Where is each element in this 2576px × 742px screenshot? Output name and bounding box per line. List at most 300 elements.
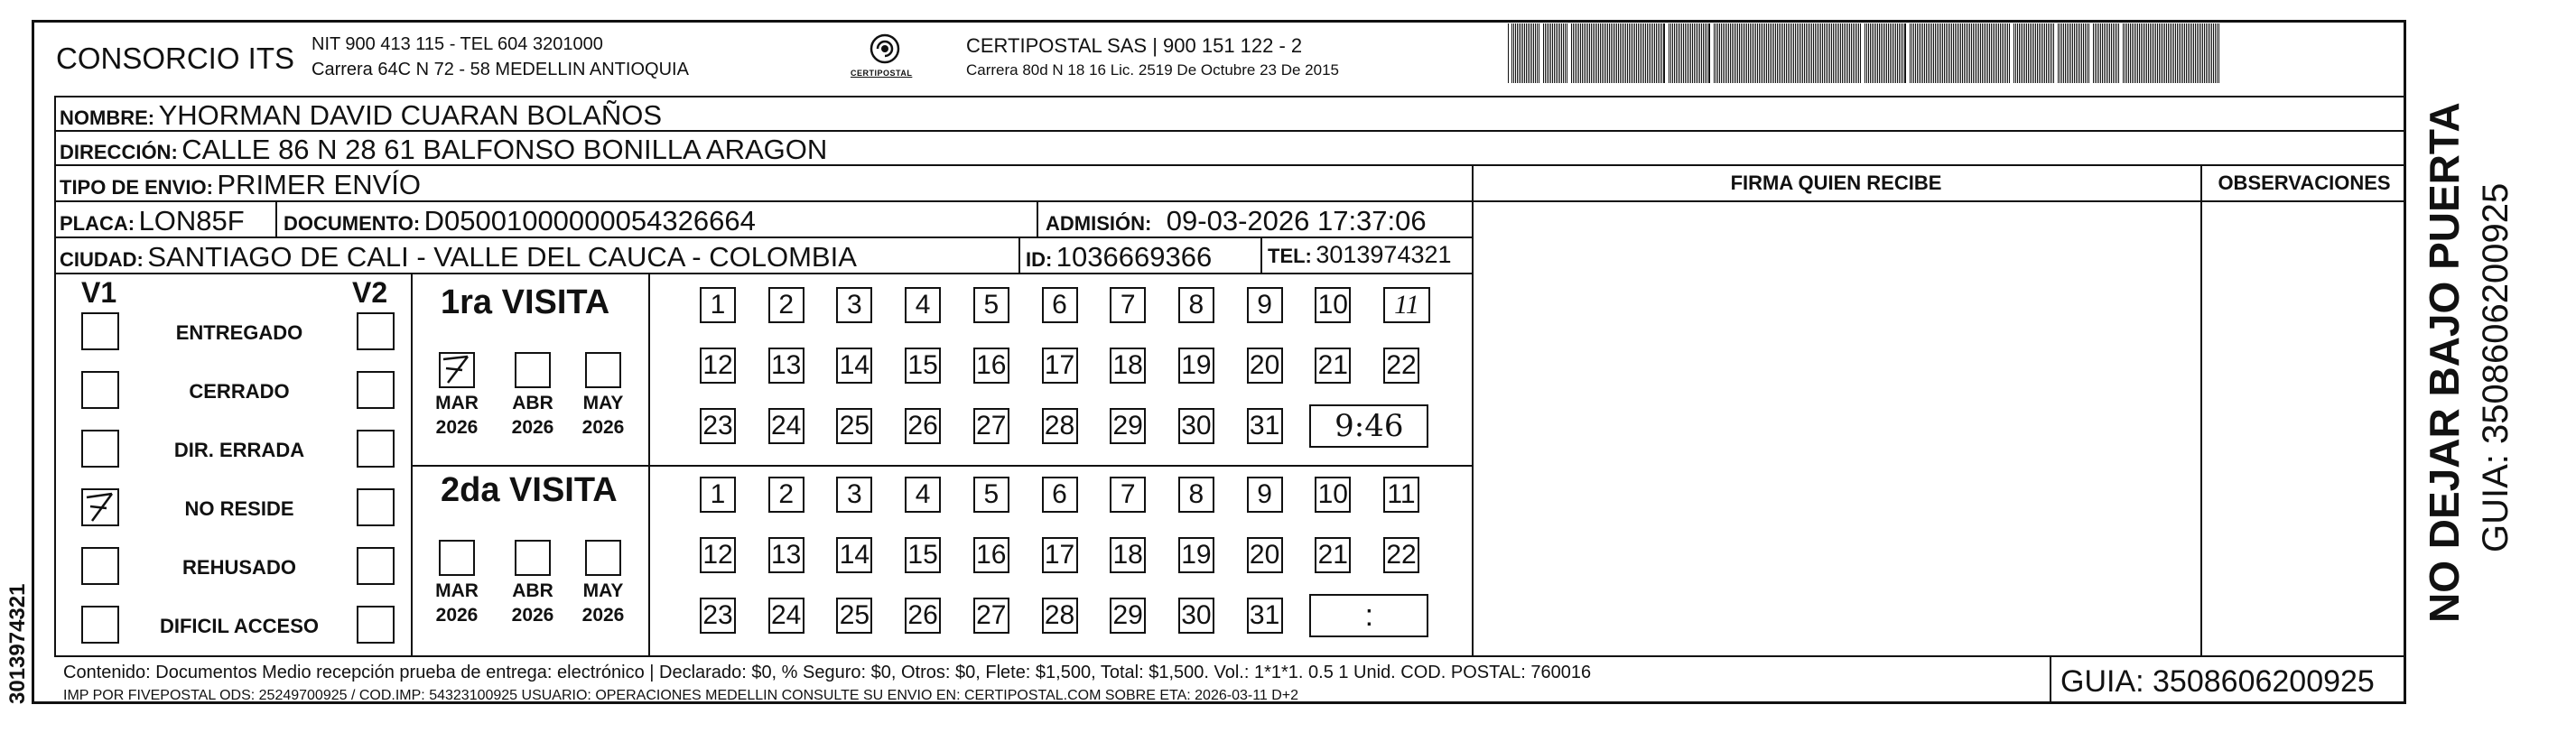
year-label: 2026 <box>435 605 479 626</box>
day-box[interactable] <box>768 348 804 384</box>
barcode-bar <box>1818 23 1819 83</box>
barcode-bar <box>2002 23 2003 83</box>
barcode-bar <box>2135 23 2136 83</box>
v2-checkbox[interactable] <box>357 606 395 644</box>
day-box[interactable] <box>700 408 736 444</box>
day-box[interactable] <box>1178 348 1214 384</box>
status-label: ENTREGADO <box>175 321 303 344</box>
day-box[interactable] <box>836 287 872 323</box>
barcode-bar <box>1746 23 1747 83</box>
second-visit-title: 2da VISITA <box>441 471 618 509</box>
barcode-bar <box>1701 23 1702 83</box>
day-box[interactable] <box>1178 408 1214 444</box>
year-label: 2026 <box>511 605 554 626</box>
barcode-bar <box>1768 23 1769 83</box>
day-number: 13 <box>771 350 802 380</box>
day-box[interactable] <box>836 408 872 444</box>
v1-checkbox[interactable] <box>81 371 119 409</box>
day-box[interactable] <box>1178 598 1214 634</box>
day-box[interactable] <box>905 287 941 323</box>
day-box[interactable] <box>1042 477 1078 513</box>
barcode-bar <box>1618 23 1619 83</box>
time-box[interactable] <box>1309 594 1428 637</box>
barcode-bar <box>1884 23 1885 83</box>
barcode-bar <box>1559 23 1560 83</box>
barcode-bar <box>1683 23 1684 83</box>
barcode-bar <box>2141 23 2142 83</box>
day-box[interactable] <box>1315 348 1351 384</box>
barcode-bar <box>2116 23 2117 83</box>
barcode-bar <box>1522 23 1523 83</box>
barcode-bar <box>2159 23 2160 83</box>
barcode-bar <box>1770 23 1771 83</box>
day-number: 24 <box>771 600 802 630</box>
barcode-bar <box>1958 23 1959 83</box>
barcode-bar <box>1576 23 1577 83</box>
day-number: 17 <box>1044 350 1075 380</box>
day-box[interactable] <box>973 537 1009 573</box>
year-label: 2026 <box>581 605 625 626</box>
day-box[interactable] <box>836 537 872 573</box>
barcode-bar <box>1989 23 1990 83</box>
barcode-bar <box>1552 23 1553 83</box>
day-box[interactable] <box>1042 408 1078 444</box>
day-box[interactable] <box>700 598 736 634</box>
tel-label: TEL: <box>1268 245 1312 267</box>
day-box[interactable] <box>768 598 804 634</box>
ciudad-value: SANTIAGO DE CALI - VALLE DEL CAUCA - COLOMBIA <box>147 241 857 273</box>
barcode-bar <box>1866 23 1867 83</box>
day-number: 1 <box>710 479 726 509</box>
status-label: NO RESIDE <box>184 497 294 520</box>
barcode-bar <box>1951 23 1952 83</box>
placa-value: LON85F <box>138 205 245 237</box>
barcode-bar <box>2217 23 2218 83</box>
barcode-bar <box>2100 23 2101 83</box>
day-number: 12 <box>702 540 733 570</box>
direccion-value: CALLE 86 N 28 61 BALFONSO BONILLA ARAGON <box>181 134 828 165</box>
barcode-bar <box>1750 23 1751 83</box>
day-box[interactable] <box>1247 408 1283 444</box>
barcode-bar <box>1913 23 1914 83</box>
month-checkbox[interactable] <box>439 540 475 576</box>
barcode-bar <box>1602 23 1603 83</box>
barcode-bar <box>1838 23 1839 83</box>
day-number: 20 <box>1249 540 1280 570</box>
barcode-bar <box>2215 23 2216 83</box>
admision-row <box>1046 205 1427 237</box>
barcode-bar <box>1535 23 1536 83</box>
barcode-bar <box>1901 23 1902 83</box>
barcode-bar <box>1813 23 1814 83</box>
tipo-value: PRIMER ENVÍO <box>217 169 422 200</box>
barcode-bar <box>2211 23 2212 83</box>
barcode-bar <box>2157 23 2158 83</box>
day-number: 21 <box>1317 350 1348 380</box>
barcode-bar <box>1924 23 1925 83</box>
day-number: 27 <box>976 600 1007 630</box>
barcode-bar <box>2113 23 2114 83</box>
barcode-bar <box>1591 23 1592 83</box>
barcode-bar <box>1920 23 1921 83</box>
day-number: 17 <box>1044 540 1075 570</box>
barcode-bar <box>1543 23 1544 83</box>
barcode-bar <box>1976 23 1977 83</box>
barcode-bar <box>1658 23 1659 83</box>
day-box[interactable] <box>768 537 804 573</box>
barcode-bar <box>1625 23 1626 83</box>
month-label: MAR <box>435 393 479 413</box>
barcode-bar <box>2093 23 2094 83</box>
day-box[interactable] <box>1315 477 1351 513</box>
day-box[interactable] <box>1178 477 1214 513</box>
day-number: 28 <box>1044 411 1075 441</box>
barcode-bar <box>1910 23 1911 83</box>
barcode-bar <box>1652 23 1653 83</box>
barcode-bar <box>1973 23 1974 83</box>
barcode-bar <box>1636 23 1637 83</box>
day-box[interactable] <box>1042 348 1078 384</box>
day-box[interactable] <box>1110 598 1146 634</box>
v1-label: V1 <box>81 276 117 309</box>
barcode-bar <box>1643 23 1644 83</box>
barcode-bar <box>2015 23 2016 83</box>
month-checkbox[interactable] <box>515 352 551 388</box>
barcode-bar <box>2058 23 2059 83</box>
barcode-bar <box>1623 23 1624 83</box>
day-box[interactable] <box>905 477 941 513</box>
day-box[interactable] <box>1247 537 1283 573</box>
year-label: 2026 <box>581 417 625 438</box>
day-box[interactable] <box>905 348 941 384</box>
day-box[interactable] <box>1110 287 1146 323</box>
v2-checkbox[interactable] <box>357 430 395 468</box>
barcode-bar <box>1775 23 1776 83</box>
barcode-bar <box>1996 23 1997 83</box>
barcode-bar <box>2144 23 2145 83</box>
v1-checkbox[interactable] <box>81 606 119 644</box>
barcode-bar <box>1793 23 1794 83</box>
barcode-bar <box>1829 23 1830 83</box>
v1-checkbox[interactable] <box>81 430 119 468</box>
footer-content: Contenido: Documentos Medio recepción prueba de entrega: electrónico | Declarado: $0, % Seguro: $0, Otros: $0, Flete: $1,500, Total: $1,500. Vol.: 1*1*1. 0.5 1 Unid. COD. POSTAL: 760016 <box>63 663 1592 682</box>
month-label: ABR <box>512 393 553 413</box>
footer-imp: IMP POR FIVEPOSTAL ODS: 25249700925 / COD.IMP: 54323100925 USUARIO: OPERACIONES MEDELLIN CONSULTE SU ENVIO EN: CERTIPOSTAL.COM SOBRE ETA: 2026-03-11 D+2 <box>63 688 1299 703</box>
v2-checkbox[interactable] <box>357 547 395 585</box>
day-box[interactable] <box>905 598 941 634</box>
day-box[interactable] <box>1247 477 1283 513</box>
day-box[interactable] <box>905 408 941 444</box>
barcode-bar <box>1589 23 1590 83</box>
day-box[interactable] <box>973 287 1009 323</box>
month-label: MAY <box>582 580 624 601</box>
barcode-bar <box>1797 23 1798 83</box>
day-box[interactable] <box>1042 598 1078 634</box>
barcode-bar <box>2197 23 2198 83</box>
barcode-bar <box>2061 23 2062 83</box>
day-number: 26 <box>907 411 938 441</box>
barcode-bar <box>1766 23 1767 83</box>
barcode-bar <box>1753 23 1754 83</box>
barcode-bar <box>2005 23 2006 83</box>
day-number: 2 <box>778 290 795 320</box>
barcode-bar <box>2050 23 2051 83</box>
barcode-bar <box>1699 23 1700 83</box>
day-box[interactable] <box>1178 537 1214 573</box>
barcode-bar <box>1719 23 1720 83</box>
day-box[interactable] <box>768 287 804 323</box>
barcode-bar <box>1964 23 1965 83</box>
barcode-bar <box>2155 23 2156 83</box>
barcode-bar <box>1531 23 1532 83</box>
time-box[interactable] <box>1309 404 1428 448</box>
nombre-row <box>60 99 662 132</box>
day-number: 16 <box>976 540 1007 570</box>
barcode-bar <box>1922 23 1923 83</box>
v2-checkbox[interactable] <box>357 371 395 409</box>
day-box[interactable] <box>1042 537 1078 573</box>
day-number: 6 <box>1052 290 1067 320</box>
day-box[interactable] <box>1110 348 1146 384</box>
certipostal-logo <box>849 31 921 81</box>
month-checkbox[interactable] <box>585 540 621 576</box>
barcode-bar <box>1685 23 1686 83</box>
barcode-bar <box>1761 23 1762 83</box>
barcode-bar <box>1759 23 1760 83</box>
barcode-bar <box>2109 23 2110 83</box>
barcode-bar <box>2191 23 2192 83</box>
v2-checkbox[interactable] <box>357 488 395 526</box>
day-number: 31 <box>1249 411 1280 441</box>
day-box[interactable] <box>700 477 736 513</box>
barcode-bar <box>1782 23 1783 83</box>
id-row <box>1026 241 1212 274</box>
barcode-bar <box>1547 23 1548 83</box>
barcode-bar <box>1937 23 1938 83</box>
barcode-bar <box>2083 23 2084 83</box>
day-box[interactable] <box>1042 287 1078 323</box>
barcode-bar <box>2076 23 2077 83</box>
day-number: 14 <box>839 540 870 570</box>
barcode-bar <box>1822 23 1823 83</box>
barcode-bar <box>1827 23 1828 83</box>
barcode-bar <box>1728 23 1729 83</box>
barcode-bar <box>2195 23 2196 83</box>
barcode-bar <box>1739 23 1740 83</box>
barcode-bar <box>1851 23 1852 83</box>
barcode-bar <box>1634 23 1635 83</box>
month-checkbox[interactable] <box>585 352 621 388</box>
day-box[interactable] <box>973 408 1009 444</box>
barcode-bar <box>2130 23 2131 83</box>
day-box[interactable] <box>1383 477 1419 513</box>
documento-label: DOCUMENTO: <box>284 212 421 235</box>
day-number: 7 <box>1120 479 1136 509</box>
day-number: 10 <box>1317 290 1348 320</box>
day-box[interactable] <box>1383 348 1419 384</box>
barcode-bar <box>2173 23 2174 83</box>
barcode-bar <box>1741 23 1742 83</box>
barcode-bar <box>2150 23 2151 83</box>
nombre-label: NOMBRE: <box>60 107 155 129</box>
barcode-bar <box>2204 23 2205 83</box>
day-box[interactable] <box>973 348 1009 384</box>
barcode-bar <box>2070 23 2071 83</box>
v1-checkbox[interactable] <box>81 488 119 526</box>
barcode-bar <box>1611 23 1612 83</box>
barcode-bar <box>1969 23 1970 83</box>
barcode-bar <box>1858 23 1859 83</box>
day-number: 25 <box>839 600 870 630</box>
day-box[interactable] <box>973 477 1009 513</box>
barcode-bar <box>1840 23 1841 83</box>
time-value: : <box>1364 598 1374 633</box>
barcode-bar <box>1993 23 1994 83</box>
v1-checkbox[interactable] <box>81 312 119 350</box>
day-box[interactable] <box>1247 348 1283 384</box>
barcode-bar <box>1788 23 1789 83</box>
day-box[interactable] <box>1383 287 1430 323</box>
tipo-row <box>60 169 421 201</box>
documento-value: D05001000000054326664 <box>423 205 756 237</box>
barcode-bar <box>2088 23 2089 83</box>
barcode-bar <box>1928 23 1929 83</box>
barcode-bar <box>2206 23 2207 83</box>
barcode-bar <box>1764 23 1765 83</box>
day-number: 30 <box>1181 411 1212 441</box>
barcode-bar <box>1980 23 1981 83</box>
barcode-bar <box>1545 23 1546 83</box>
day-number: 25 <box>839 411 870 441</box>
barcode-bar <box>1895 23 1896 83</box>
barcode-bar <box>2168 23 2169 83</box>
direccion-label: DIRECCIÓN: <box>60 141 178 163</box>
barcode-bar <box>1526 23 1527 83</box>
barcode-bar <box>1706 23 1707 83</box>
v2-checkbox[interactable] <box>357 312 395 350</box>
barcode-bar <box>2081 23 2082 83</box>
day-box[interactable] <box>700 287 736 323</box>
barcode-bar <box>1681 23 1682 83</box>
barcode-bar <box>2026 23 2027 83</box>
barcode-bar <box>1654 23 1655 83</box>
day-box[interactable] <box>1110 537 1146 573</box>
company-name: CONSORCIO ITS <box>56 42 295 75</box>
barcode-bar <box>1757 23 1758 83</box>
barcode-bar <box>2072 23 2073 83</box>
month-checkbox[interactable] <box>515 540 551 576</box>
day-box[interactable] <box>836 348 872 384</box>
barcode-bar <box>1593 23 1594 83</box>
direccion-row <box>60 134 827 166</box>
barcode-bar <box>1773 23 1774 83</box>
day-number: 24 <box>771 411 802 441</box>
barcode-bar <box>1670 23 1671 83</box>
day-number: 14 <box>839 350 870 380</box>
barcode-bar <box>1853 23 1854 83</box>
day-box[interactable] <box>1247 598 1283 634</box>
day-box[interactable] <box>836 477 872 513</box>
observaciones-header: OBSERVACIONES <box>2218 172 2391 194</box>
day-box[interactable] <box>1315 537 1351 573</box>
day-box[interactable] <box>768 477 804 513</box>
barcode-bar <box>1513 23 1514 83</box>
day-number: 8 <box>1188 290 1204 320</box>
barcode-bar <box>1802 23 1803 83</box>
day-number: 22 <box>1386 540 1417 570</box>
barcode-bar <box>1614 23 1615 83</box>
day-number: 4 <box>915 290 931 320</box>
barcode-bar <box>1726 23 1727 83</box>
month-label: ABR <box>512 580 553 601</box>
tipo-label: TIPO DE ENVIO: <box>60 176 213 199</box>
barcode-bar <box>2182 23 2183 83</box>
day-box[interactable] <box>905 537 941 573</box>
barcode-bar <box>1632 23 1633 83</box>
barcode-bar <box>2067 23 2068 83</box>
barcode-bar <box>1984 23 1985 83</box>
barcode-bar <box>2033 23 2034 83</box>
day-box[interactable] <box>1110 408 1146 444</box>
day-number: 19 <box>1181 350 1212 380</box>
barcode-bar <box>1791 23 1792 83</box>
barcode-bar <box>1708 23 1710 83</box>
v1-checkbox[interactable] <box>81 547 119 585</box>
barcode-bar <box>1826 23 1827 83</box>
barcode-bar <box>1705 23 1706 83</box>
barcode-bar <box>2177 23 2178 83</box>
barcode-bar <box>1687 23 1688 83</box>
day-box[interactable] <box>1383 537 1419 573</box>
barcode-bar <box>2148 23 2149 83</box>
barcode-bar <box>1800 23 1801 83</box>
barcode-bar <box>2152 23 2153 83</box>
day-box[interactable] <box>1110 477 1146 513</box>
barcode-bar <box>2218 23 2219 83</box>
barcode-bar <box>1582 23 1583 83</box>
barcode-bar <box>1955 23 1956 83</box>
barcode-bar <box>2017 23 2018 83</box>
day-box[interactable] <box>836 598 872 634</box>
barcode-bar <box>2184 23 2185 83</box>
barcode-bar <box>1957 23 1958 83</box>
day-box[interactable] <box>768 408 804 444</box>
tel-value: 3013974321 <box>1316 241 1452 268</box>
day-box[interactable] <box>1315 287 1351 323</box>
barcode-bar <box>1831 23 1832 83</box>
barcode-bar <box>1991 23 1992 83</box>
day-box[interactable] <box>700 537 736 573</box>
barcode-bar <box>2164 23 2165 83</box>
barcode-bar <box>1735 23 1736 83</box>
barcode-bar <box>1998 23 1999 83</box>
barcode-bar <box>1596 23 1597 83</box>
day-box[interactable] <box>1178 287 1214 323</box>
barcode-bar <box>1561 23 1562 83</box>
day-box[interactable] <box>973 598 1009 634</box>
month-label: MAR <box>435 580 479 601</box>
barcode-bar <box>2111 23 2112 83</box>
day-box[interactable] <box>700 348 736 384</box>
day-number: 16 <box>976 350 1007 380</box>
barcode-bar <box>1971 23 1972 83</box>
day-box[interactable] <box>1247 287 1283 323</box>
barcode-bar <box>1875 23 1876 83</box>
footer-guia: GUIA: 3508606200925 <box>2060 664 2375 699</box>
barcode-bar <box>2208 23 2209 83</box>
month-checkbox[interactable] <box>439 352 475 388</box>
day-number: 26 <box>907 600 938 630</box>
